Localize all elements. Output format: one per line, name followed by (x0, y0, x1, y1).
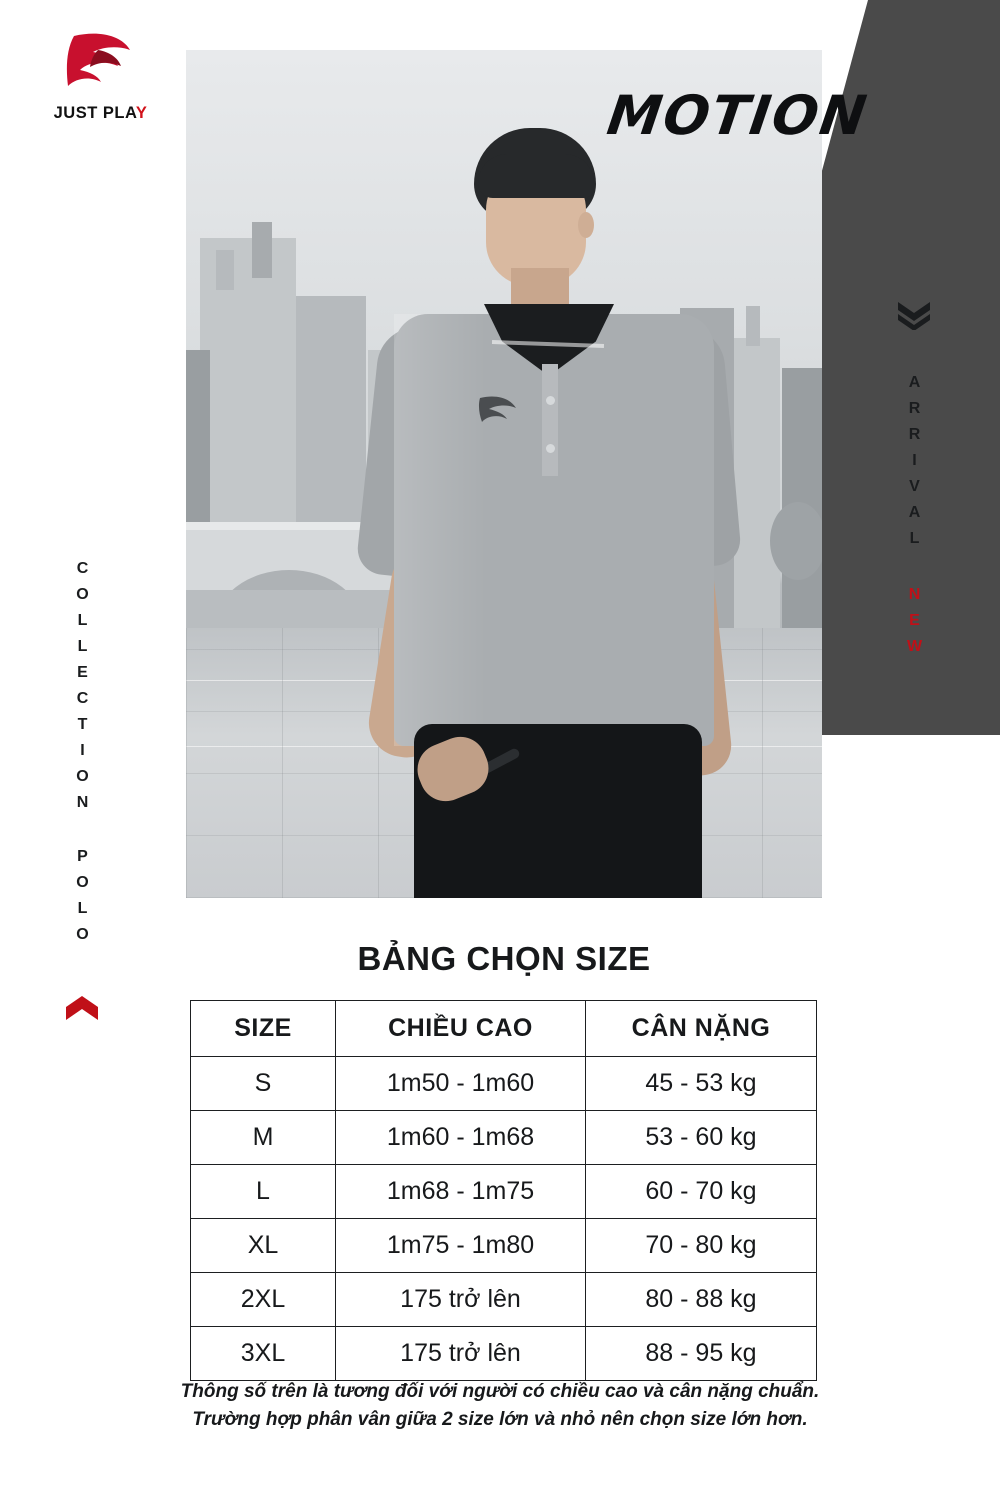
size-note-line-2: Trường hợp phân vân giữa 2 size lớn và nhỏ nên chọn size lớn hơn. (192, 1408, 808, 1430)
just-play-emblem-icon (474, 392, 520, 438)
double-chevron-up-icon (64, 992, 100, 1022)
collection-label: COLLECTION (74, 560, 91, 820)
column-header-size: SIZE (191, 1001, 336, 1057)
table-row (191, 1273, 817, 1327)
cell-height: 1m60 - 1m68 (336, 1111, 586, 1165)
tree (770, 502, 822, 580)
cell-size: XL (191, 1219, 336, 1273)
brand-logo (28, 28, 173, 138)
building (252, 222, 272, 278)
motion-wordmark: MOTION (603, 84, 873, 147)
table-row (191, 1327, 817, 1381)
double-chevron-down-icon (896, 300, 932, 330)
building (216, 250, 234, 290)
ear (578, 212, 594, 238)
table-row (191, 1165, 817, 1219)
table-row (191, 1219, 817, 1273)
just-play-swirl-icon (60, 28, 142, 100)
cell-weight: 45 - 53 kg (586, 1057, 817, 1111)
cell-height: 175 trở lên (336, 1273, 586, 1327)
shirt-placket (542, 364, 558, 476)
building (734, 338, 780, 668)
brand-name: JUST PLAY (53, 104, 148, 122)
column-header-height: CHIỀU CAO (336, 1001, 586, 1057)
table-row (191, 1057, 817, 1111)
size-table (190, 1000, 817, 1381)
size-table-title: BẢNG CHỌN SIZE (357, 940, 651, 977)
table-row (191, 1111, 817, 1165)
cell-weight: 80 - 88 kg (586, 1273, 817, 1327)
hair-front (478, 154, 594, 198)
hero-photo (186, 50, 822, 898)
table-header-row (191, 1001, 817, 1057)
new-label: NEW (906, 586, 923, 664)
cell-height: 1m68 - 1m75 (336, 1165, 586, 1219)
building (746, 306, 760, 346)
size-note (70, 1378, 930, 1433)
cell-weight: 70 - 80 kg (586, 1219, 817, 1273)
cell-size: 3XL (191, 1327, 336, 1381)
shirt-button (546, 444, 555, 453)
cell-size: L (191, 1165, 336, 1219)
new-arrival-rail (884, 300, 944, 920)
cell-weight: 60 - 70 kg (586, 1165, 817, 1219)
cell-weight: 53 - 60 kg (586, 1111, 817, 1165)
cell-height: 175 trở lên (336, 1327, 586, 1381)
cell-height: 1m75 - 1m80 (336, 1219, 586, 1273)
column-header-weight: CÂN NẶNG (586, 1001, 817, 1057)
cell-size: S (191, 1057, 336, 1111)
cell-size: 2XL (191, 1273, 336, 1327)
polo-label: POLO (74, 848, 91, 952)
model-figure (306, 128, 726, 898)
cell-height: 1m50 - 1m60 (336, 1057, 586, 1111)
arrival-label: ARRIVAL (906, 374, 923, 556)
size-note-line-1: Thông số trên là tương đối với người có chiều cao và cân nặng chuẩn. (180, 1381, 820, 1402)
cell-weight: 88 - 95 kg (586, 1327, 817, 1381)
cell-size: M (191, 1111, 336, 1165)
polo-collection-rail (52, 560, 112, 1320)
shirt-button (546, 396, 555, 405)
